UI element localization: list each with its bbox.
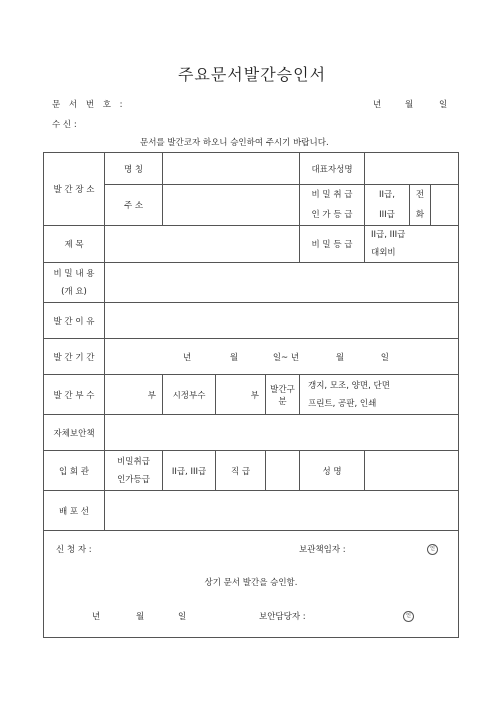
secret-grade-opt-2: 대외비 (371, 248, 396, 258)
approval-year: 년 (92, 612, 101, 622)
content-label-1: 비 밀 내 용 (53, 268, 95, 279)
market-unit: 부 (250, 390, 259, 401)
copies-unit: 부 (147, 390, 156, 401)
phone-value[interactable] (431, 185, 458, 225)
copies-value[interactable] (105, 375, 163, 415)
seal-mark: 인 (427, 544, 438, 555)
content-label (44, 263, 105, 303)
approval-month: 월 (136, 612, 145, 622)
doc-no-label: 문 서 번 호 : (52, 100, 126, 110)
reason-value[interactable] (105, 303, 459, 339)
secret-handler-label (300, 185, 365, 226)
period-value[interactable] (105, 339, 459, 375)
phone-label (410, 185, 431, 225)
custodian-label: 보관책임자 : (299, 545, 346, 555)
date-month: 월 (405, 100, 414, 110)
witness-label: 입 회 관 (44, 451, 105, 491)
security-plan-label: 자체보안책 (44, 415, 105, 451)
witness-grade[interactable]: II급, III급 (163, 451, 216, 491)
period-month2: 월 (335, 352, 345, 363)
content-value[interactable] (105, 263, 459, 303)
witness-clearance-1: 비밀취급 (117, 456, 150, 467)
request-text: 문서를 발간코자 하오니 승인하여 주시기 바랍니다. (140, 138, 329, 148)
security-officer-label: 보안담당자 : (259, 612, 306, 622)
reason-label: 발 간 이 유 (44, 303, 105, 339)
phone-label-2: 화 (415, 210, 425, 220)
approval-form-table (43, 152, 459, 638)
representative-value[interactable] (365, 153, 459, 185)
security-plan-value[interactable] (105, 415, 459, 451)
period-day-start: 일~ (272, 352, 289, 363)
title-label: 제 목 (44, 226, 105, 263)
market-copies-value[interactable] (216, 375, 266, 415)
secret-handler-grade[interactable] (365, 185, 410, 226)
address-label: 주 소 (105, 185, 163, 226)
name2-value[interactable] (365, 451, 459, 491)
period-day2: 일 (380, 352, 389, 363)
secret-grade-label: 비 밀 등 급 (300, 226, 365, 263)
officer-seal-icon (403, 610, 414, 622)
type-opts-1: 갱지, 모조, 양면, 단면 (308, 380, 390, 391)
phone-label-1: 전 (415, 190, 425, 200)
grade-2: II급, (379, 190, 395, 200)
secret-handler-label-1: 비 밀 취 급 (311, 190, 353, 200)
grade-3: III급 (379, 210, 395, 220)
witness-clearance-2: 인가등급 (117, 474, 150, 485)
name2-label: 성 명 (300, 451, 365, 491)
rank-label: 직 급 (216, 451, 266, 491)
period-label: 발 간 기 간 (44, 339, 105, 375)
date-year: 년 (373, 100, 382, 110)
custodian-seal-icon (427, 543, 438, 555)
phone-cell (410, 185, 459, 226)
witness-clearance-label (105, 451, 163, 491)
seal-mark-2: 인 (403, 611, 414, 622)
applicant-label: 신 청 자 : (56, 545, 92, 555)
distribution-value[interactable] (105, 491, 459, 531)
recipient-label: 수 신 : (52, 120, 77, 130)
approval-section (44, 531, 459, 638)
secret-grade-opt-1: II급, III급 (371, 230, 406, 240)
secret-grade-options[interactable] (365, 226, 459, 263)
period-year2: 년 (290, 352, 300, 363)
rank-value[interactable] (266, 451, 300, 491)
title-value[interactable] (105, 226, 300, 263)
period-year: 년 (183, 352, 192, 363)
type-opts-2: 프린트, 공판, 인쇄 (308, 398, 377, 409)
name-label: 명 칭 (105, 153, 163, 185)
representative-label: 대표자성명 (300, 153, 365, 185)
page-title: 주요문서발간승인서 (177, 65, 327, 84)
name-value[interactable] (163, 153, 300, 185)
copies-label: 발 간 부 수 (44, 375, 105, 415)
address-value[interactable] (163, 185, 300, 226)
market-copies-label: 시정부수 (163, 375, 216, 415)
date-day: 일 (439, 100, 448, 110)
period-month: 월 (229, 352, 239, 363)
approval-text: 상기 문서 발간을 승인함. (204, 578, 298, 588)
secret-handler-label-2: 인 가 등 급 (311, 210, 353, 220)
distribution-label: 배 포 선 (44, 491, 105, 531)
content-label-2: (개 요) (61, 286, 87, 297)
place-label: 발 간 장 소 (44, 153, 105, 226)
type-options[interactable] (300, 375, 459, 415)
type-label: 발간구분 (266, 375, 300, 415)
approval-day: 일 (178, 612, 187, 622)
